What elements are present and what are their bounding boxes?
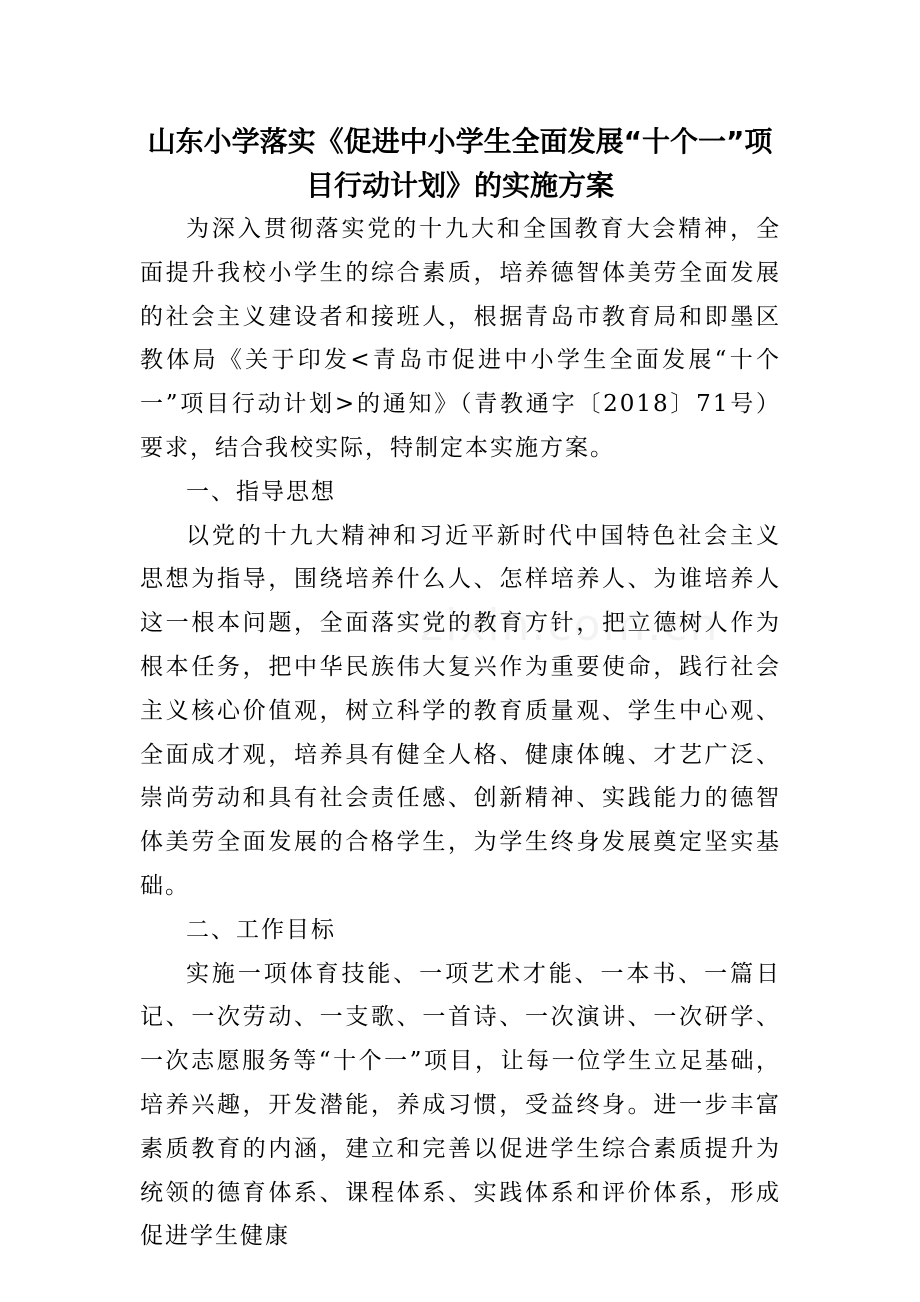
intro-paragraph: 为深入贯彻落实党的十九大和全国教育大会精神，全面提升我校小学生的综合素质，培养德智体美劳全面发展的社会主义建设者和接班人，根据青岛市教育局和即墨区教体局《关于印发<青岛市促进中小学生全面发展“十个一”项目行动计划>的通知》（青教通字〔2018〕71号）要求，结合我校实际，特制定本实施方案。 <box>140 216 781 461</box>
document-body <box>140 208 781 1259</box>
section-body-guiding-ideology: 以党的十九大精神和习近平新时代中国特色社会主义思想为指导，围绕培养什么人、怎样培养人、为谁培养人这一根本问题，全面落实党的教育方针，把立德树人作为根本任务，把中华民族伟大复兴作为重要使命，践行社会主义核心价值观，树立科学的教育质量观、学生中心观、全面成才观，培养具有健全人格、健康体魄、才艺广泛、崇尚劳动和具有社会责任感、创新精神、实践能力的德智体美劳全面发展的合格学生，为学生终身发展奠定坚实基础。 <box>140 522 781 899</box>
document-title: 山东小学落实《促进中小学生全面发展“十个一”项目行动计划》的实施方案 <box>147 125 773 202</box>
section-heading-guiding-ideology: 一、指导思想 <box>186 478 336 505</box>
section-body-work-goals: 实施一项体育技能、一项艺术才能、一本书、一篇日记、一次劳动、一支歌、一首诗、一次演讲、一次研学、一次志愿服务等“十个一”项目，让每一位学生立足基础，培养兴趣，开发潜能，养成习惯，受益终身。进一步丰富素质教育的内涵，建立和完善以促进学生综合素质提升为统领的德育体系、课程体系、实践体系和评价体系，形成促进学生健康 <box>140 960 781 1250</box>
section-heading-work-goals: 二、工作目标 <box>186 916 336 943</box>
